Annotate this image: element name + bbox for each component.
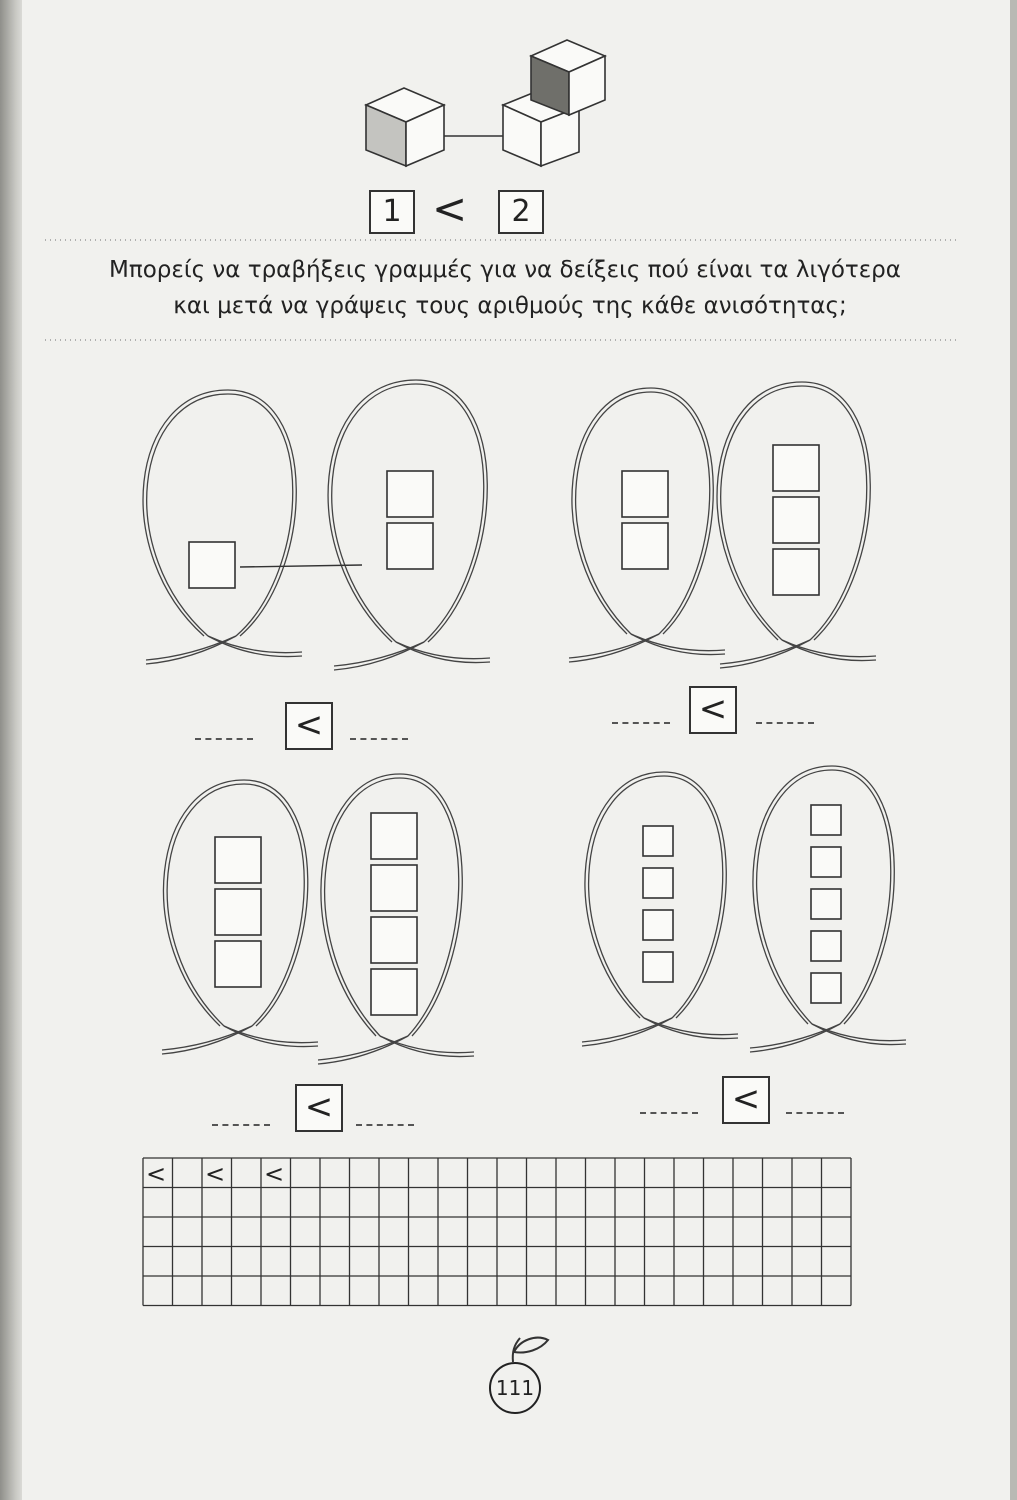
- exercise-3-right-square-2: [371, 865, 417, 911]
- sign-box-4: <: [722, 1076, 770, 1124]
- answer-blank-left-1[interactable]: [195, 738, 253, 740]
- lasso-loop-left: [143, 390, 302, 664]
- drawn-connector-line: [240, 565, 362, 567]
- answer-blank-right-2[interactable]: [756, 722, 814, 724]
- grid-sign-1: <: [146, 1160, 167, 1188]
- answer-blank-left-4[interactable]: [640, 1112, 698, 1114]
- answer-blank-left-3[interactable]: [212, 1124, 270, 1126]
- example-cubes: [366, 40, 605, 166]
- single-cube-icon: [366, 88, 444, 166]
- example-less-than-sign: <: [432, 184, 468, 233]
- grid-sign-3: <: [264, 1160, 285, 1188]
- exercise-1-right-square-2: [387, 523, 433, 569]
- exercise-2-right-square-1: [773, 445, 819, 491]
- sign-box-2: <: [689, 686, 737, 734]
- exercise-3-left-square-2: [215, 889, 261, 935]
- sign-box-1: <: [285, 702, 333, 750]
- instructions-line-2: και μετά να γράψεις τους αριθμούς της κάθε ανισότητας;: [173, 293, 847, 319]
- exercise-4-left-square-3: [643, 910, 673, 940]
- example-right-number: 2: [498, 190, 544, 234]
- writing-grid: [143, 1158, 851, 1306]
- instructions-line-1: Μπορείς να τραβήξεις γραμμές για να δείξεις πού είναι τα λιγότερα: [109, 257, 901, 283]
- answer-blank-right-3[interactable]: [356, 1124, 414, 1126]
- lasso-loop-left: [582, 772, 738, 1046]
- exercise-4-right-square-3: [811, 889, 841, 919]
- answer-blank-left-2[interactable]: [612, 722, 670, 724]
- exercise-4-right-square-5: [811, 973, 841, 1003]
- exercise-4-right-square-1: [811, 805, 841, 835]
- page-number: 111: [489, 1362, 541, 1414]
- answer-blank-right-4[interactable]: [786, 1112, 844, 1114]
- exercise-2-right-square-2: [773, 497, 819, 543]
- exercise-4-left-square-1: [643, 826, 673, 856]
- exercise-4-left-square-4: [643, 952, 673, 982]
- exercise-1-left-square-1: [189, 542, 235, 588]
- exercise-2-left-square-1: [622, 471, 668, 517]
- exercise-3-right-square-3: [371, 917, 417, 963]
- instructions-text: [40, 252, 970, 324]
- exercise-4-left-square-2: [643, 868, 673, 898]
- exercise-3-left-square-1: [215, 837, 261, 883]
- stacked-cubes-icon: [503, 40, 605, 166]
- exercise-4-right-square-4: [811, 931, 841, 961]
- leaf-icon: [513, 1338, 548, 1362]
- exercise-3-right-square-4: [371, 969, 417, 1015]
- grid-sign-2: <: [205, 1160, 226, 1188]
- example-left-number: 1: [369, 190, 415, 234]
- answer-blank-right-1[interactable]: [350, 738, 408, 740]
- exercise-3-right-square-1: [371, 813, 417, 859]
- exercise-3-left-square-3: [215, 941, 261, 987]
- sign-box-3: <: [295, 1084, 343, 1132]
- exercise-1-right-square-1: [387, 471, 433, 517]
- exercise-2-left-square-2: [622, 523, 668, 569]
- exercise-2-right-square-3: [773, 549, 819, 595]
- exercise-4-right-square-2: [811, 847, 841, 877]
